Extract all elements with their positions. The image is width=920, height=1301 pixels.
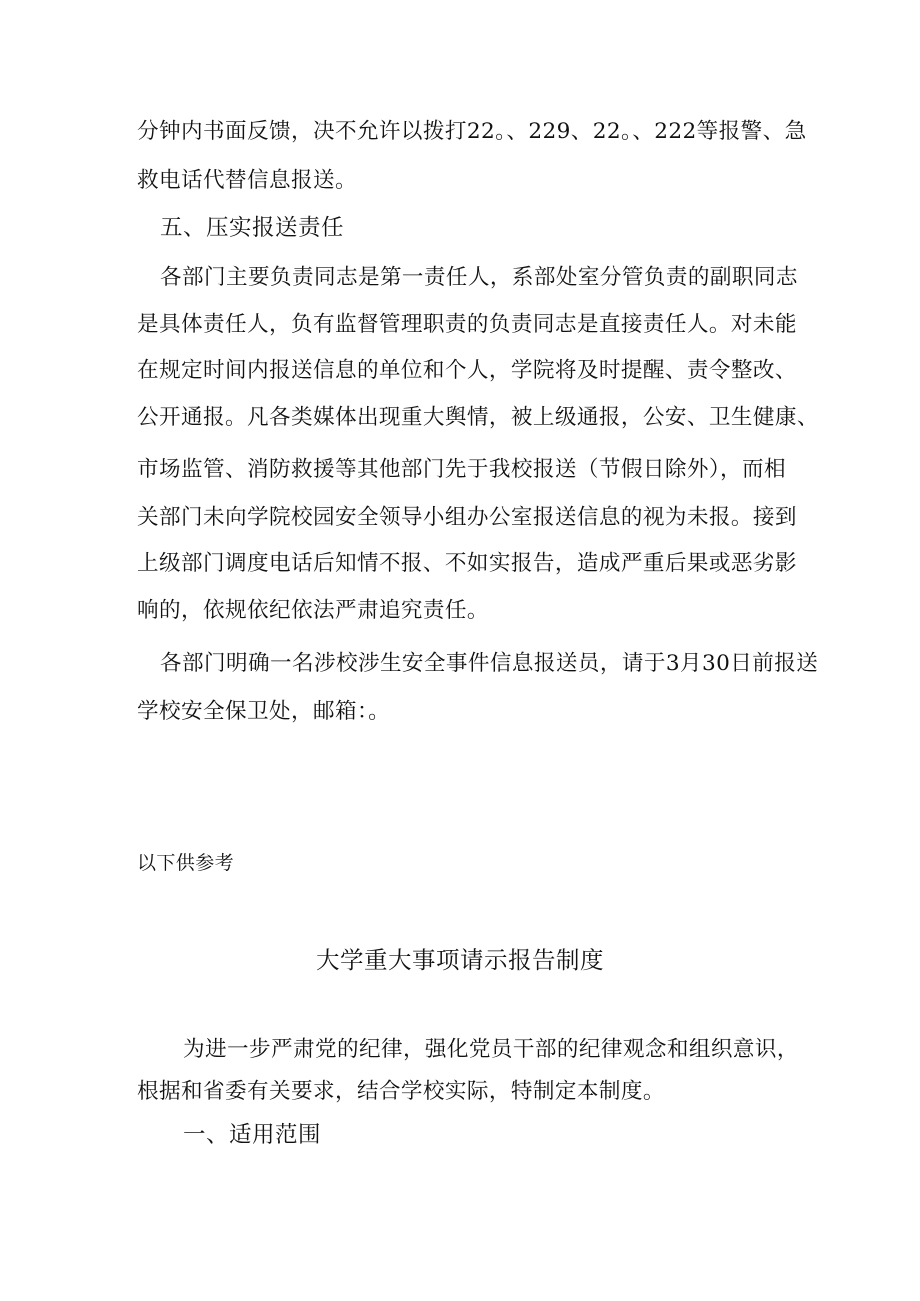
body-text-line: 根据和省委有关要求，结合学校实际，特制定本制度。 [137,1079,665,1104]
body-text-line: 市场监管、消防救援等其他部门先于我校报送（节假日除外），而相 [137,457,787,482]
reference-note: 以下供参考 [137,852,235,874]
section-heading-one: 一、适用范围 [183,1122,322,1148]
body-text-line: 是具体责任人，负有监督管理职责的负责同志是直接责任人。对未能 [137,312,797,337]
body-text-line: 在规定时间内报送信息的单位和个人，学院将及时提醒、责令整改、 [137,358,797,383]
section-heading-five: 五、压实报送责任 [160,215,345,241]
body-text-line: 关部门未向学院校园安全领导小组办公室报送信息的视为未报。接到 [137,505,797,530]
body-text-line: 公开通报。凡各类媒体出现重大舆情，被上级通报，公安、卫生健康、 [137,405,819,430]
appendix-title: 大学重大事项请示报告制度 [316,946,604,974]
body-text-line: 分钟内书面反馈，决不允许以拨打22。、229、22。、222等报警、急 [137,119,807,144]
body-text-line: 各部门明确一名涉校涉生安全事件信息报送员，请于3月30日前报送 [160,651,819,676]
body-text-line: 上级部门调度电话后知情不报、不如实报告，造成严重后果或恶劣影 [137,551,797,576]
body-text-line: 为进一步严肃党的纪律，强化党员干部的纪律观念和组织意识， [183,1037,799,1062]
body-text-line: 学校安全保卫处，邮箱：。 [137,699,391,724]
body-text-line: 救电话代替信息报送。 [137,168,357,193]
body-text-line: 各部门主要负责同志是第一责任人，系部处室分管负责的副职同志 [160,265,798,290]
body-text-line: 响的，依规依纪依法严肃追究责任。 [137,598,489,623]
